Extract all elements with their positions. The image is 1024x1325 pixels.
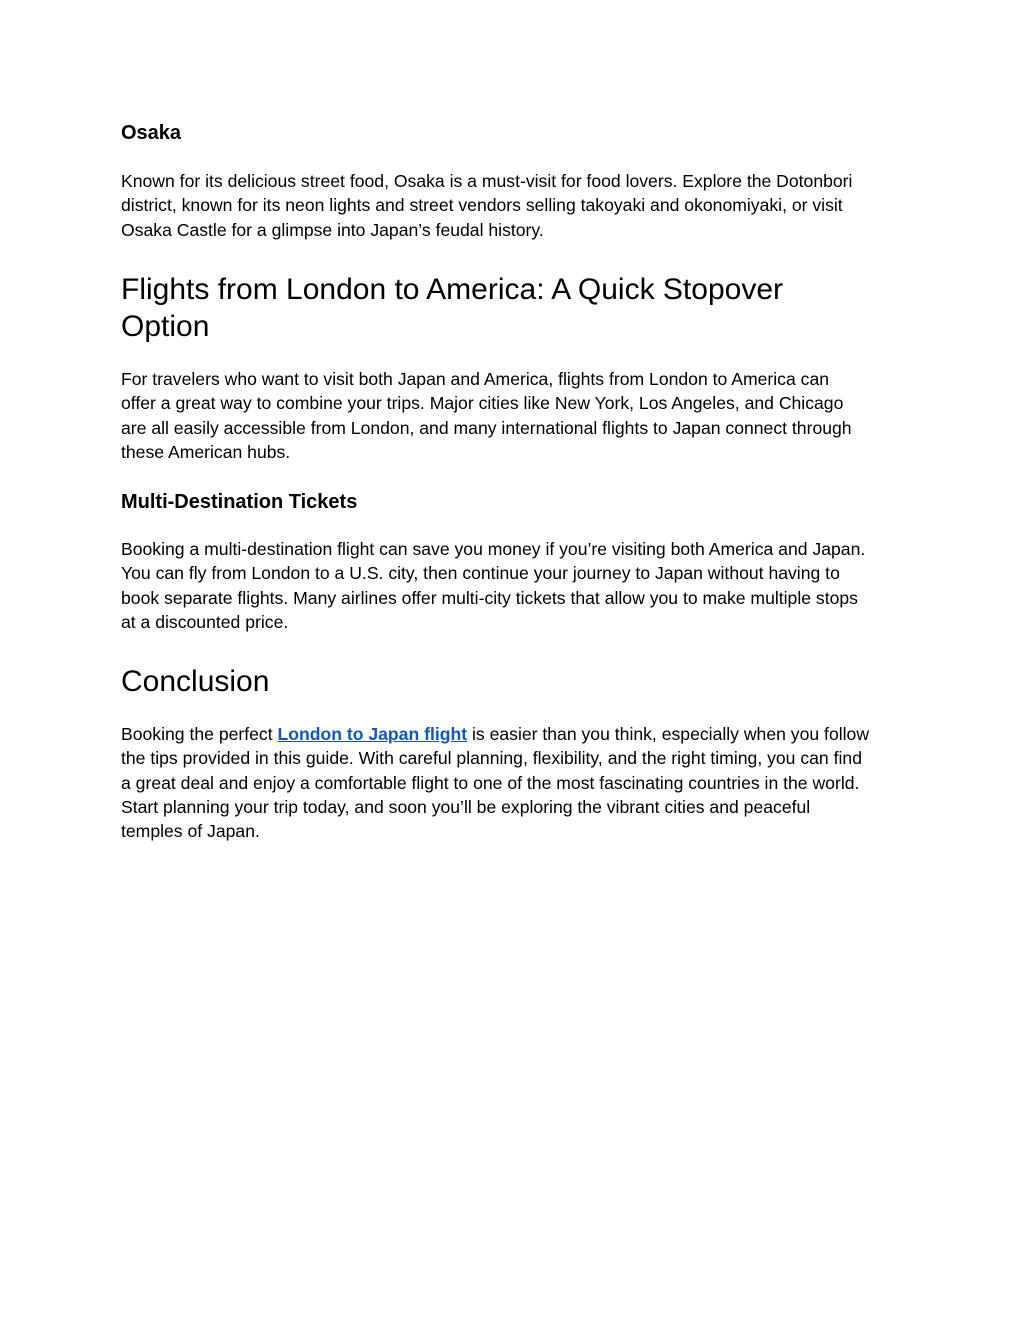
paragraph-line: are all easily accessible from London, and many international flights to Japan connect through xyxy=(121,417,852,438)
paragraph-line: Booking a multi-destination flight can save you money if you’re visiting both America and Japan. xyxy=(121,539,866,559)
conclusion-text-before-link: Booking the perfect xyxy=(121,724,278,744)
paragraph-line xyxy=(121,722,911,746)
paragraph-line: Osaka Castle for a glimpse into Japan’s feudal history. xyxy=(121,219,544,240)
paragraph-line: Start planning your trip today, and soon you’ll be exploring the vibrant cities and peaceful xyxy=(121,796,811,817)
paragraph-line: district, known for its neon lights and street vendors selling takoyaki and okonomiyaki, or visit xyxy=(121,195,843,216)
paragraph-line: temples of Japan. xyxy=(121,821,260,842)
osaka-paragraph xyxy=(121,169,911,242)
paragraph-line: at a discounted price. xyxy=(121,611,289,632)
heading-line: Option xyxy=(121,310,210,343)
london-to-japan-flight-link[interactable]: London to Japan flight xyxy=(277,724,468,744)
multi-destination-heading: Multi-Destination Tickets xyxy=(121,491,358,513)
paragraph-line: these American hubs. xyxy=(121,441,291,462)
conclusion-text-after-link: is easier than you think, especially when you follow xyxy=(467,724,870,744)
flights-america-heading xyxy=(121,271,911,345)
heading-line: Flights from London to America: A Quick Stopover xyxy=(121,273,783,306)
paragraph-line: a great deal and enjoy a comfortable flight to one of the most fascinating countries in the world. xyxy=(121,772,860,793)
multi-destination-paragraph xyxy=(121,537,911,634)
paragraph-line: book separate flights. Many airlines offer multi-city tickets that allow you to make multiple stops xyxy=(121,587,858,608)
conclusion-paragraph xyxy=(121,722,911,843)
paragraph-line: the tips provided in this guide. With careful planning, flexibility, and the right timing, you can find xyxy=(121,748,862,769)
conclusion-heading: Conclusion xyxy=(121,665,270,698)
paragraph-line: For travelers who want to visit both Japan and America, flights from London to America can xyxy=(121,369,830,389)
paragraph-line: offer a great way to combine your trips. Major cities like New York, Los Angeles, and Chicago xyxy=(121,393,844,414)
osaka-heading: Osaka xyxy=(121,122,182,144)
paragraph-line: Known for its delicious street food, Osaka is a must-visit for food lovers. Explore the Dotonbori xyxy=(121,171,853,191)
flights-america-paragraph xyxy=(121,367,911,464)
paragraph-line: You can fly from London to a U.S. city, then continue your journey to Japan without having to xyxy=(121,563,840,584)
